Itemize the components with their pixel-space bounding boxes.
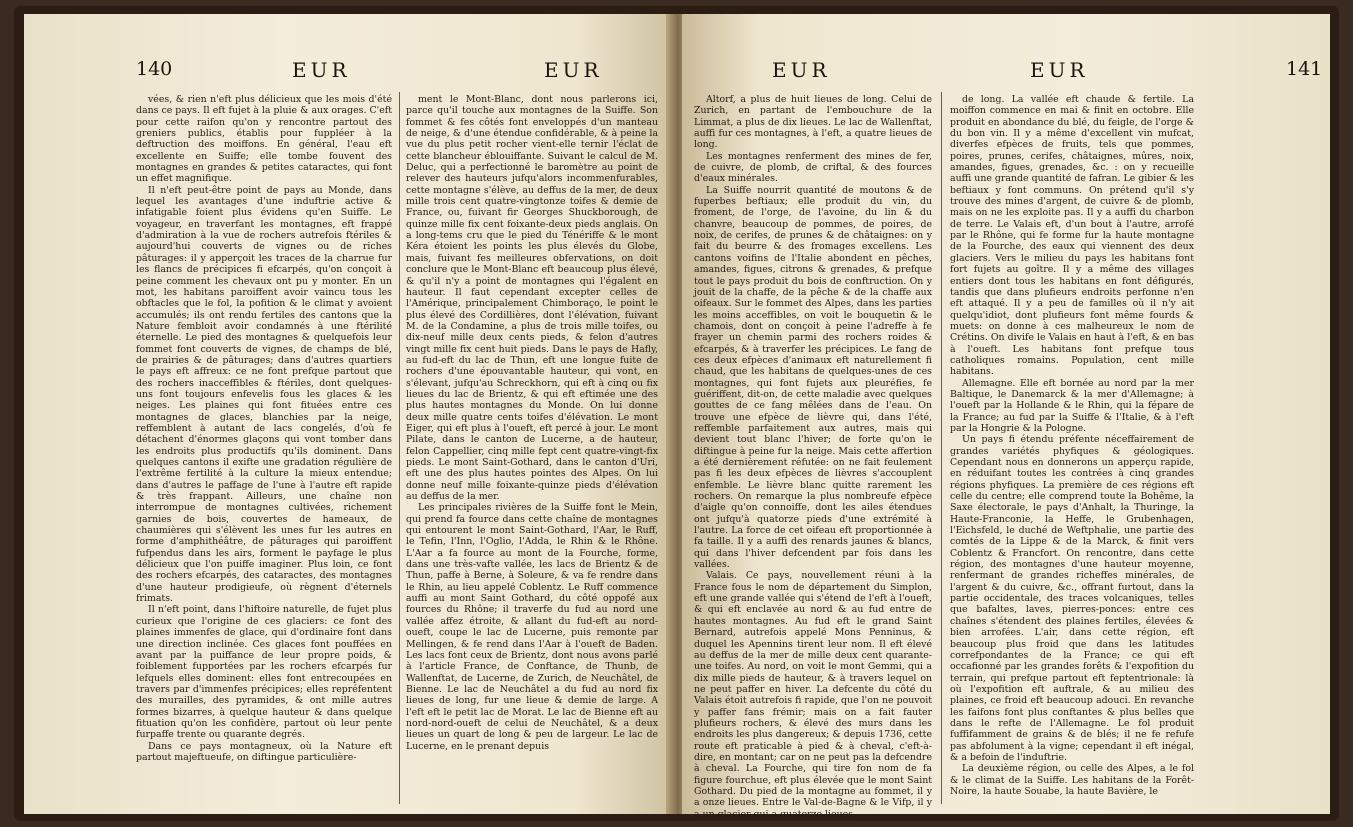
left-page (24, 14, 672, 814)
left-column-2 (406, 94, 658, 752)
left-column-1 (136, 94, 392, 763)
book-spread (14, 6, 1339, 821)
paragraph: Valais. Ce pays, nouvellement réuni à la France fous le nom de département du Simplon, eft une grande vallée qui s'étend de l'eft à l'oueft, & qui eft enclavée au nord & au fud entre de hautes montagnes. Au fud eft le grand Saint Bernard, autrefois appelé Mons Penninus, & duquel les Apennins tirent leur nom. Il eft élevé au deffus de la mer de mille deux cent quarante-une toifes. Au nord, on voit le mont Gemmi, qui a dix mille pieds de hauteur, & à travers lequel on ne peut paffer en hiver. La defcente du côté du Valais étoit autrefois fi rapide, que l'on ne pouvoit y paffer fans frémir; mais on a fait fauter plufieurs rochers, & élevé des murs dans les endroits les plus dangereux; & depuis 1736, cette route eft praticable à pied & à cheval, c'eft-à-dire, en montant; car on ne peut pas la defcendre à cheval. La Fourche, qui tire fon nom de fa figure fourchue, eft plus élevée que le mont Saint Gothard. Du pied de la montagne au fommet, il y a onze lieues. Entre le Val-de-Bagne & le Vifp, il y a un glacier qui a quatorze lieues (694, 570, 932, 820)
paragraph: Un pays fi étendu préfente néceffairement de grandes variétés phyfiques & géologiques. Cependant nous en donnerons un apperçu rapide, en réduifant toutes les contrées à cinq grandes régions phyfiques. La première de ces régions eft celle du centre; elle comprend toute la Bohême, la Saxe électorale, le pays d'Anhalt, la Thuringe, la Haute-Franconie, la Heffe, le Grubenhagen, l'Eichsfeld, le duché de Weftphalie, une partie des comtés de la Lippe & de la Marck, & finit vers Coblentz & Francfort. On rencontre, dans cette région, des montagnes d'une hauteur moyenne, renfermant de grandes richeffes minérales, de l'argent & du cuivre, &c., offrant furtout, dans la partie occidentale, des traces volcaniques, telles que bafaltes, laves, pierres-ponces: entre ces chaînes s'étendent des plaines fertiles, élevées & bien arrofées. L'air, dans cette région, eft beaucoup plus froid que dans les latitudes correfpondantes de la France; ce qui eft occafionné par les grandes forêts & l'expofition du terrain, qui prefque partout eft feptentrionale: là où l'expofition eft auftrale, & au milieu des plaines, ce froid eft beaucoup adouci. En revanche les faifons font plus conftantes & plus belles que dans le refte de l'Allemagne. Le fol produit fuffifamment de grains & de blés; il ne fe refufe pas abfolument à la vigne; cependant il eft inégal, & a befoin de l'induftrie. (950, 434, 1194, 763)
paragraph: Altorf, a plus de huit lieues de long. Celui de Zurich, en partant de l'embouchure de la Limmat, a plus de dix lieues. Le lac de Wallenftat, auffi fur ces montagnes, à l'eft, a quatre lieues de long. (694, 94, 932, 151)
column-divider (399, 92, 400, 804)
paragraph: Il n'eft point, dans l'hiftoire naturelle, de fujet plus curieux que l'origine de ces glaciers: ce font des plaines immenfes de glace, qui d'ordinaire font dans une direction inclinée. Ces glaces font pouffées en avant par la puiffance de leur propre poids, & foiblement fupportées par les rochers efcarpés fur lefquels elles dominent: elles font entrecoupées en travers par d'immenfes précipices; elles repréfentent des murailles, des pyramides, & ont mille autres formes bizarres, à quelque hauteur & dans quelque fituation qu'on les confidère, partout où leur pente furpaffe trente ou quarante degrés. (136, 604, 392, 741)
right-column-1 (694, 94, 932, 820)
paragraph: de long. La vallée eft chaude & fertile. La moiffon commence en mai & finit en octobre. Elle produit en abondance du blé, du feigle, de l'orge & du bon vin. Il y a même d'excellent vin mufcat, diverfes efpèces de fruits, tels que pommes, poires, prunes, cerifes, châtaignes, mûres, noix, amandes, figues, grenades, &c. : on y recueille auffi une grande quantité de fafran. Le gibier & les beftiaux y font communs. On prétend qu'il s'y trouve des mines d'argent, de cuivre & de plomb, mais on ne les exploite pas. Il y a auffi du charbon de terre. Le Valais eft, d'un bout à l'autre, arrofé par le Rhône, qui fe forme fur la haute montagne de la Fourche, des eaux qui viennent des deux glaciers. Vers le milieu du pays les habitans font fort fujets au goître. Il y a même des villages entiers dont tous les habitans en font défigurés, tandis que dans plufieurs endroits perfonne n'en eft attaqué. Il y a peu de familles où il n'y ait quelqu'idiot, dont plufieurs font même fourds & muets: on donne à ces malheureux le nom de Crétins. On divife le Valais en haut à l'eft, & en bas à l'oueft. Les habitans font prefque tous catholiques romains. Population, cent mille habitans. (950, 94, 1194, 378)
column-divider (941, 92, 942, 804)
left-page-header (24, 58, 672, 84)
right-column-2 (950, 94, 1194, 797)
right-page-number: 141 (1286, 58, 1323, 80)
paragraph: Allemagne. Elle eft bornée au nord par la mer Baltique, le Danemarck & la mer d'Allemagne; à l'oueft par la Hollande & le Rhin, qui la fépare de la France; au fud par la Suiffe & l'Italie, & à l'eft par la Hongrie & la Pologne. (950, 377, 1194, 434)
left-running-head-1: EUR (292, 58, 351, 82)
right-running-head-2: EUR (1030, 58, 1089, 82)
right-running-head-1: EUR (772, 58, 831, 82)
paragraph: Les montagnes renferment des mines de fer, de cuivre, de plomb, de criftal, & des fources d'eaux minérales. (694, 150, 932, 185)
right-page-header (682, 58, 1330, 84)
right-page (682, 14, 1330, 820)
paragraph: La deuxième région, ou celle des Alpes, a le fol & le climat de la Suiffe. Les habitans de la Forêt-Noire, la haute Souabe, la haute Bavière, le (950, 763, 1194, 797)
paragraph: Il n'eft peut-être point de pays au Monde, dans lequel les avantages d'une induftrie active & infatigable foient plus évidens qu'en Suiffe. Le voyageur, en traverfant les montagnes, eft frappé d'admiration à la vue de rochers autrefois ftériles & aujourd'hui couverts de vignes ou de riches pâturages: il y apperçoit les traces de la charrue fur les flancs de précipices fi efcarpés, qu'on conçoit à peine comment les chevaux ont pu y monter. En un mot, les habitans paroiffent avoir vaincu tous les obftacles que le fol, la pofition & le climat y avoient accumulés; ils ont rendu fertiles des cantons que la Nature fembloit avoir condamnés à une ftérilité éternelle. Le pied des montagnes & quelquefois leur fommet font couverts de vignes, de champs de blé, de prairies & de pâturages; dans d'autres quartiers le pays eft affreux: ce ne font prefque partout que des rochers inacceffibles & ftériles, dont quelques-uns font toujours enfevelis fous les glaces & les neiges. Les plaines qui font fituées entre ces montagnes de glaces, blanchies par la neige, reffemblent à autant de lacs congelés, d'où fe détachent d'énormes glaçons qui vont tomber dans les endroits plus productifs qu'ils dominent. Dans quelques cantons il exifte une gradation régulière de l'extrême fertilité à la culture la mieux entendue; dans d'autres le paffage de l'une à l'autre eft rapide & très frappant. Ailleurs, une chaîne non interrompue de montagnes cultivées, richement garnies de bois, couvertes de hameaux, de chaumières qui s'élèvent les unes fur les autres en forme d'amphithéâtre, de pâturages qui paroiffent fufpendus dans les airs, forment le payfage le plus délicieux que l'on puiffe imaginer. Plus loin, ce font des rochers efcarpés, des cataractes, des montagnes d'une hauteur prodigieufe, où règnent d'éternels frimats. (136, 184, 392, 605)
left-running-head-2: EUR (544, 58, 603, 82)
paragraph: vées, & rien n'eft plus délicieux que les mois d'été dans ce pays. Il eft fujet à la pluie & aux orages. C'eft pour cette raifon qu'on y rencontre partout des greniers publics, établis pour fuppléer à la deftruction des moiffons. En général, l'eau eft excellente en Suiffe; elle tombe fouvent des montagnes en grandes & petites cataractes, qui font un effet magnifique. (136, 94, 392, 185)
paragraph: Les principales rivières de la Suiffe font le Mein, qui prend fa fource dans cette chaîne de montagnes qui entourent le mont Saint-Gothard, l'Aar, le Ruff, le Tefin, l'Inn, l'Oglio, l'Adda, le Rhin & le Rhône. L'Aar a fa fource au mont de la Fourche, forme, dans une très-vafte vallée, les lacs de Brientz & de Thun, paffe à Berne, à Soleure, & va fe rendre dans le Rhin, au lieu appelé Coblentz. Le Ruff commence auffi au mont Saint Gothard, du côté oppofé aux fources du Rhône; il traverfe du fud au nord une vallée affez étroite, & allant du fud-eft au nord-oueft, coupe le lac de Lucerne, puis remonte par Mellingen, & fe rend dans l'Aar à l'oueft de Baden. Les lacs font ceux de Brientz, dont nous avons parlé à l'article France, de Conftance, de Thunb, de Wallenftat, de Lucerne, de Zurich, de Neuchâtel, de Bienne. Le lac de Neuchâtel a du fud au nord fix lieues de long, fur une lieue & demie de large. A l'eft eft le petit lac de Morat. Le lac de Bienne eft au nord-nord-oueft de celui de Neuchâtel, & a deux lieues un quart de long & peu de largeur. Le lac de Lucerne, en le prenant depuis (406, 502, 658, 752)
left-page-number: 140 (136, 58, 173, 80)
paragraph: Dans ce pays montagneux, où la Nature eft partout majeftueufe, on diftingue particulière- (136, 740, 392, 763)
paragraph: ment le Mont-Blanc, dont nous parlerons ici, parce qu'il touche aux montagnes de la Suiffe. Son fommet & fes côtés font enveloppés d'un manteau de neige, & d'une étendue confidérable, & à peine la vue du plus petit rocher vient-elle ternir l'éclat de cette blancheur éblouiffante. Suivant le calcul de M. Deluc, qui a perfectionné le baromètre au point de relever des hauteurs jufqu'alors incommenfurables, cette montagne s'élève, au deffus de la mer, de deux mille trois cent quatre-vingtonze toifes & demie de France, ou, fuivant fir Georges Shuckborough, de quinze mille fix cent foixante-deux pieds anglais. On a long-tems cru que le pied du Ténériffe & le mont Kéra étoient les points les plus élevés du Globe, mais, fuivant fes meilleures obfervations, on doit conclure que le Mont-Blanc eft beaucoup plus élevé, & qu'il n'y a point de montagnes qui l'égalent en hauteur. Il faut cependant excepter celles de l'Amérique, principalement Chimboraço, le point le plus élevé des Cordillières, dont l'élévation, fuivant M. de la Condamine, a plus de trois mille toifes, ou dix-neuf mille deux cents pieds, & felon d'autres vingt mille fix cent huit pieds. Dans le pays de Hafly, au fud-eft du lac de Thun, eft une longue fuite de rochers d'une épouvantable hauteur, qui vont, en s'élevant, jufqu'au Schreckhorn, qui eft à cinq ou fix lieues du lac de Brientz, & qui eft eftimée une des plus hautes montagnes du Monde. On lui donne deux mille quatre cents toifes d'élévation. Le mont Eiger, qui eft plus à l'oueft, eft percé à jour. Le mont Pilate, dans le canton de Lucerne, a de hauteur, felon Cappellier, cinq mille fept cent quatre-vingt-fix pieds. Le mont Saint-Gothard, dans le canton d'Uri, eft une des plus hautes pointes des Alpes. On lui donne neuf mille foixante-quinze pieds d'élévation au deffus de la mer. (406, 94, 658, 503)
paragraph: La Suiffe nourrit quantité de moutons & de fuperbes beftiaux; elle produit du vin, du froment, de l'orge, de l'avoine, du lin & du chanvre, beaucoup de pommes, de poires, de noix, de cerifes, de prunes & de châtaignes: on y fait du beurre & des fromages excellens. Les cantons voifins de l'Italie abondent en pêches, amandes, figues, citrons & grenades, & prefque tout le pays produit du bois de conftruction. On y jouit de la chaffe, de la pêche & de la chaffe aux oifeaux. Sur le fommet des Alpes, dans les parties les moins acceffibles, on voit le bouquetin & le chamois, dont on conçoit à peine l'adreffe à fe frayer un chemin parmi des rochers roides & efcarpés, & à traverfer les précipices. Le fang de ces deux efpèces d'animaux eft naturellement fi chaud, que les habitans de quelques-unes de ces montagnes, qui font fujets aux pleuréfies, fe guériffent, dit-on, de cette maladie avec quelques gouttes de ce fang mêlées dans de l'eau. On trouve une efpèce de lièvre qui, dans l'été, reffemble parfaitement aux autres, mais qui devient tout blanc l'hiver; de forte qu'on le diftingue à peine fur la neige. Mais cette affertion a été dernièrement réfutée: on ne fait feulement pas fi les deux efpèces de lièvres s'accouplent enfemble. Le lièvre blanc quitte rarement les rochers. On remarque la plus nombreufe efpèce d'aigle qu'on connoiffe, dont les ailes étendues ont jufqu'à quatorze pieds d'une extrémité à l'autre. La force de cet oifeau eft proportionnée à fa taille. Il y a auffi des renards jaunes & blancs, qui dans l'hiver defcendent par fois dans les vallées. (694, 184, 932, 571)
